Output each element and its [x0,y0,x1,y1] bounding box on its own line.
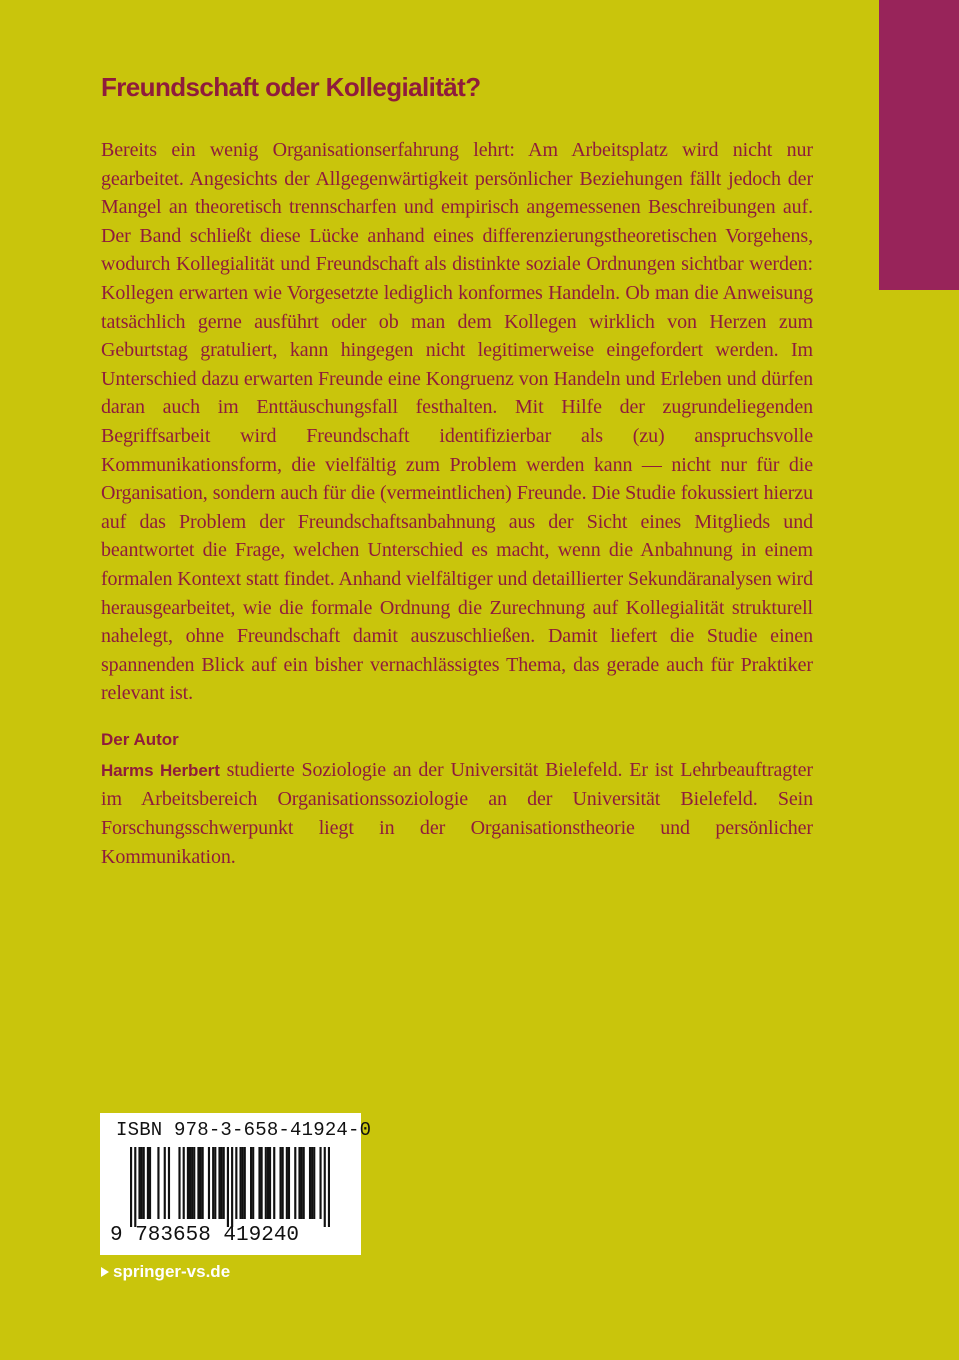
barcode-bar [157,1147,159,1219]
barcode-bar [147,1147,149,1219]
barcode-bar [168,1147,170,1219]
isbn-label: ISBN 978-3-658-41924-0 [116,1119,372,1141]
barcode-bar [208,1147,210,1219]
barcode-bar [258,1147,260,1219]
barcode-bar [141,1147,143,1219]
barcode-bar [218,1147,220,1219]
barcode-bar [143,1147,145,1219]
barcode-bar [309,1147,311,1219]
barcode-bar [149,1147,151,1219]
barcode-bar [197,1147,199,1219]
barcode-bar [191,1147,193,1219]
publisher-url: springer-vs.de [113,1262,231,1281]
barcode-bar [214,1147,216,1219]
barcode-bar [286,1147,288,1219]
barcode-bar [279,1147,281,1219]
publisher-link[interactable] [101,1262,230,1282]
spine-color-tab [879,0,959,290]
barcode-bar [183,1147,185,1219]
barcode-bar [178,1147,180,1219]
barcode-bar [328,1147,330,1227]
barcode-bar [130,1147,132,1227]
barcode-bar [164,1147,166,1219]
barcode-bar [250,1147,252,1219]
barcode-bar [269,1147,271,1219]
blurb-text: Bereits ein wenig Organisationserfahrung lehrt: Am Arbeitsplatz wird nicht nur gearbeitet. Angesichts der Allgegenwärtigkeit persönlicher Beziehungen fällt jedoch der Mangel an theoretisch trennscharfen und empirisch angemessenen Beschreibungen auf. Der Band schließt diese Lücke anhand eines differenzierungstheoretischen Vorgehens, wodurch Kollegialität und Freundschaft als distinkte soziale Ordnungen sichtbar werden: Kollegen erwarten wie Vorgesetzte lediglich konformes Handeln. Ob man die Anweisung tatsächlich gerne ausführt oder ob man dem Kollegen wirklich von Herzen zum Geburtstag gratuliert, kann hingegen nicht legitimerweise eingefordert werden. Im Unterschied dazu erwarten Freunde eine Kongruenz von Handeln und Erleben und dürfen daran auch im Enttäuschungsfall festhalten. Mit Hilfe der zugrundeliegenden Begriffsarbeit wird Freundschaft identifizierbar als (zu) anspruchsvolle Kommunikationsform, die vielfältig zum Problem werden kann — nicht nur für die Organisation, sondern auch für die (vermeintlichen) Freunde. Die Studie fokussiert hierzu auf das Problem der Freundschaftsanbahnung aus der Sicht eines Mitglieds und beantwortet die Frage, welchen Unterschied es macht, wenn die Anbahnung in einem formalen Kontext statt findet. Anhand vielfältiger und detaillierter Sekundäranalysen wird herausgearbeitet, wie die formale Ordnung die Zurechnung auf Kollegialität strukturell nahelegt, ohne Freundschaft damit auszuschließen. Damit liefert die Studie einen spannenden Blick auf ein bisher vernachlässigtes Thema, das gerade auch für Praktiker relevant ist. [101,139,813,705]
barcode-bar [265,1147,267,1219]
barcode-bar [288,1147,290,1219]
barcode-bar [261,1147,263,1219]
barcode-bars [130,1147,330,1227]
isbn-barcode [100,1113,372,1255]
barcode-bar [227,1147,229,1227]
barcode-bar [267,1147,269,1219]
author-heading: Der Autor [101,729,179,749]
barcode-digits: 9 783658 419240 [110,1224,300,1247]
barcode-bar [239,1147,241,1219]
barcode-bar [199,1147,201,1219]
barcode-bar [319,1147,321,1219]
barcode-bar [221,1147,223,1219]
barcode-bar [242,1147,244,1219]
barcode-bar [313,1147,315,1219]
barcode-bar [298,1147,300,1219]
barcode-bar [282,1147,284,1219]
barcode-bar [273,1147,275,1219]
back-cover-text [101,70,813,871]
barcode-bar [294,1147,296,1219]
author-bio [101,756,813,871]
author-bio-text: studierte Soziologie an der Universität Bielefeld. Er ist Lehrbeauftragter im Arbeitsbereich Organisationssoziologie an der Universität Bielefeld. Sein Forschungsschwerpunkt liegt in der Organisationstheorie und persönlicher Kommunikation. [101,758,813,868]
barcode-bar [138,1147,140,1219]
barcode-bar [301,1147,303,1219]
barcode-bar [223,1147,225,1219]
barcode-bar [187,1147,189,1219]
barcode-bar [231,1147,233,1227]
barcode-bar [311,1147,313,1219]
barcode-bar [202,1147,204,1219]
barcode-bar [189,1147,191,1219]
barcode-bar [134,1147,136,1227]
barcode-bar [193,1147,195,1219]
author-name: Harms Herbert [101,760,220,780]
barcode-bar [324,1147,326,1227]
play-arrow-icon [101,1267,109,1277]
headline: Freundschaft oder Kollegialität? [101,72,481,102]
barcode-bar [244,1147,246,1219]
barcode-bar [252,1147,254,1219]
barcode-bar [235,1147,237,1219]
barcode-bar [212,1147,214,1219]
barcode-bar [303,1147,305,1219]
